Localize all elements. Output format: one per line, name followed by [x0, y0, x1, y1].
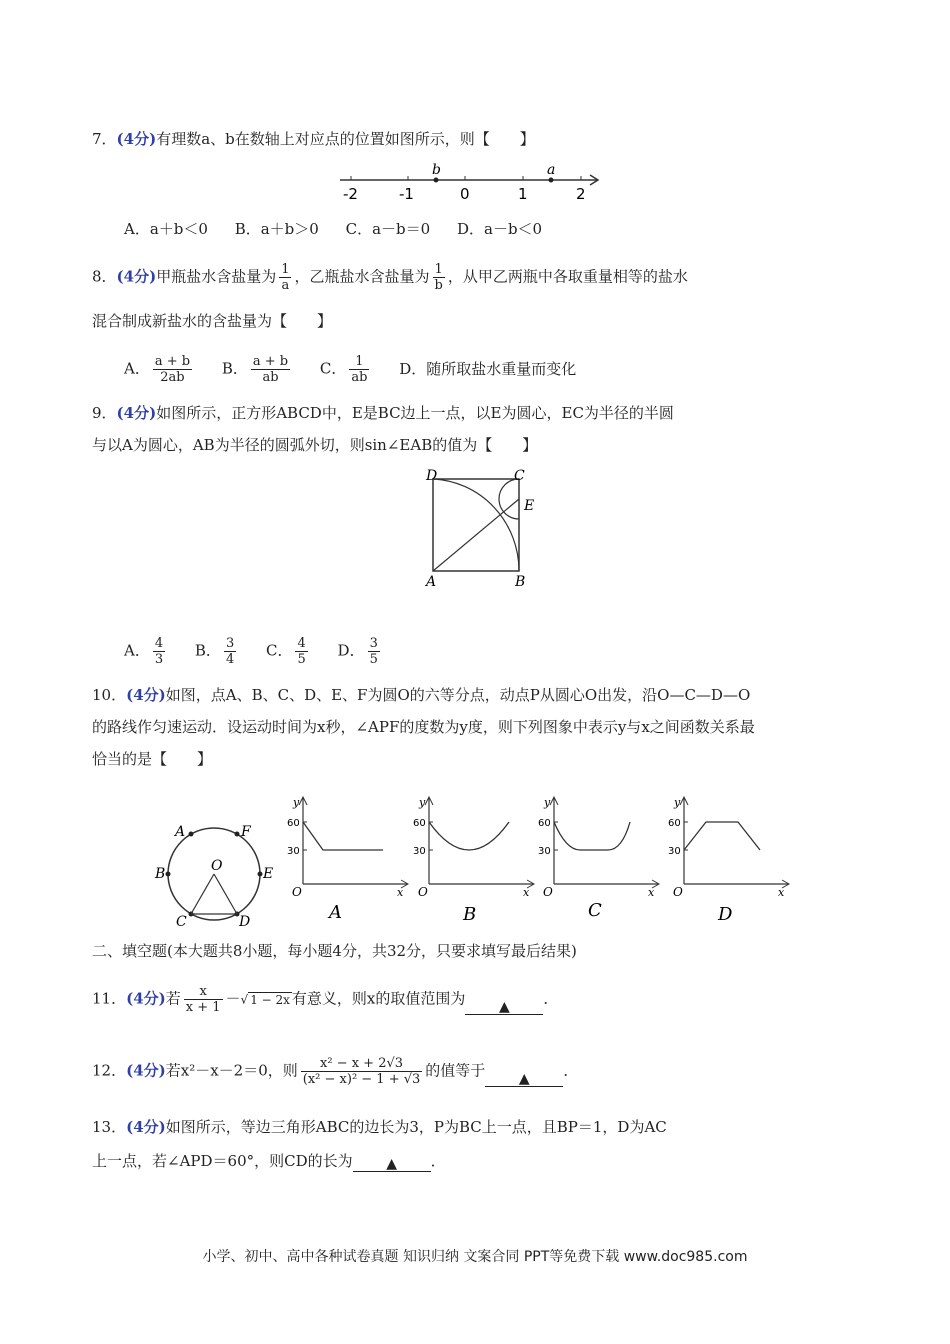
frac-num: 4 — [297, 636, 306, 651]
frac-den: 3 — [154, 652, 164, 667]
q13-line1: 如图所示，等边三角形ABC的边长为3，P为BC上一点，且BP＝1，D为AC — [165, 1118, 667, 1136]
origin-label: O — [543, 885, 553, 899]
tick-neg1: -1 — [399, 185, 414, 202]
q9-stem — [92, 402, 674, 424]
q11-number: 11． — [92, 989, 127, 1008]
q9-options — [124, 636, 405, 667]
q13-number: 13． — [92, 1118, 127, 1136]
q11-pre: 若 — [165, 989, 181, 1008]
option-fraction — [368, 636, 380, 667]
q7-option-b[interactable]: B．a＋b＞0 — [234, 220, 319, 238]
frac-den: a — [281, 278, 290, 293]
label-o: O — [211, 858, 223, 874]
q7-option-a[interactable]: A．a＋b＜0 — [124, 220, 208, 238]
option-label: C． — [319, 359, 347, 378]
q11-stem — [92, 984, 558, 1015]
frac-num: 3 — [369, 636, 378, 651]
graph-option-d[interactable] — [668, 792, 792, 922]
option-fraction — [153, 354, 192, 385]
q11-answer-blank[interactable]: ▲ — [465, 996, 543, 1015]
graph-option-a[interactable] — [287, 792, 411, 922]
q8-fraction-1 — [279, 262, 291, 293]
label-b: b — [432, 162, 441, 178]
y-label: y — [419, 796, 426, 809]
q9-number: 9． — [92, 404, 117, 422]
frac-den: 2ab — [160, 370, 185, 385]
q13-points: (4分) — [126, 1118, 166, 1136]
option-label: C． — [266, 641, 293, 660]
label-a: A — [426, 574, 437, 590]
graph-name-c: C — [588, 900, 602, 921]
option-label: B． — [194, 641, 221, 660]
q8-points: (4分) — [116, 267, 157, 286]
tick-60: 60 — [413, 818, 426, 829]
q10-line3: 恰当的是【 】 — [92, 750, 213, 768]
q13-line2-text: 上一点，若∠APD＝60°，则CD的长为 — [92, 1152, 353, 1170]
label-e: E — [524, 498, 535, 514]
tick-30: 30 — [538, 846, 551, 857]
frac-num: 1 — [349, 354, 369, 370]
q12-pre: 若x²－x－2＝0，则 — [165, 1061, 298, 1080]
q11-minus: － — [225, 989, 241, 1008]
q13-end: ． — [430, 1152, 446, 1170]
q8-number: 8． — [92, 267, 117, 286]
option-fraction — [295, 636, 307, 667]
label-a: A — [175, 824, 186, 840]
frac-den: ab — [351, 370, 368, 385]
graph-option-c[interactable] — [538, 792, 662, 922]
frac-den: 5 — [297, 652, 306, 667]
y-label: y — [674, 796, 681, 809]
sqrt-icon: √ — [240, 992, 249, 1007]
curve-b — [429, 822, 509, 850]
frac-num: x² − x + 2√3 — [301, 1056, 423, 1072]
q13-answer-blank[interactable]: ▲ — [353, 1153, 431, 1172]
frac-num: 3 — [225, 636, 235, 651]
tick-neg2: -2 — [343, 185, 358, 202]
tick-30: 30 — [287, 846, 300, 857]
q12-stem — [92, 1056, 578, 1087]
q13-line2 — [92, 1150, 446, 1172]
option-fraction — [153, 636, 165, 667]
q8-options — [124, 354, 598, 385]
q12-post: 的值等于 — [425, 1061, 486, 1080]
q7-option-d[interactable]: D．a－b＜0 — [456, 220, 543, 238]
x-label: x — [648, 886, 655, 899]
curve-d — [684, 822, 760, 850]
hexagon-circle-figure — [150, 818, 280, 930]
q7-stem — [92, 128, 535, 150]
q12-end: ． — [563, 1061, 579, 1080]
q8-text1: 甲瓶盐水含盐量为 — [156, 267, 277, 286]
x-label: x — [523, 886, 530, 899]
frac-den: x + 1 — [185, 1000, 221, 1015]
q9-option-c[interactable] — [266, 636, 311, 667]
q7-number: 7． — [92, 130, 117, 148]
tick-60: 60 — [538, 818, 551, 829]
tick-60: 60 — [668, 818, 681, 829]
q11-points: (4分) — [126, 989, 166, 1008]
frac-den: 5 — [369, 652, 378, 667]
q12-points: (4分) — [126, 1061, 166, 1080]
q12-number: 12． — [92, 1061, 127, 1080]
q8-fraction-2 — [433, 262, 445, 293]
option-fraction — [349, 354, 369, 385]
q8-text3: ，从甲乙两瓶中各取重量相等的盐水 — [447, 267, 688, 286]
label-b: B — [155, 866, 166, 882]
q8-stem — [92, 262, 688, 293]
graph-name-d: D — [718, 904, 733, 922]
section-2-heading: 二、填空题(本大题共8小题，每小题4分，共32分，只要求填写最后结果) — [92, 942, 577, 960]
x-label: x — [778, 886, 785, 899]
frac-num: a + b — [252, 354, 289, 369]
label-b: B — [515, 574, 526, 590]
q12-fraction — [301, 1056, 423, 1087]
q10-points: (4分) — [126, 686, 166, 704]
curve-c — [554, 822, 630, 850]
q9-points: (4分) — [116, 404, 157, 422]
square-arc-figure — [418, 464, 548, 592]
q11-end: ． — [543, 989, 559, 1008]
label-d: D — [239, 914, 251, 930]
q11-fraction — [184, 984, 223, 1015]
origin-label: O — [418, 885, 428, 899]
q12-answer-blank[interactable]: ▲ — [485, 1068, 563, 1087]
q13-stem — [92, 1116, 667, 1138]
frac-num: x — [184, 984, 223, 1000]
graph-name-a: A — [329, 902, 342, 922]
tick-0: 0 — [460, 185, 470, 202]
frac-num: 4 — [154, 636, 164, 651]
tick-30: 30 — [668, 846, 681, 857]
q10-stem — [92, 684, 750, 706]
q7-text: 有理数a、b在数轴上对应点的位置如图所示，则【 】 — [156, 130, 535, 148]
graph-name-b: B — [463, 904, 477, 922]
q9-option-b[interactable] — [195, 636, 239, 667]
q7-points: (4分) — [116, 130, 157, 148]
q11-radicand: 1 − 2x — [250, 992, 290, 1007]
q10-number: 10． — [92, 686, 127, 704]
y-label: y — [293, 796, 300, 809]
frac-den: (x² − x)² − 1 + √3 — [302, 1072, 421, 1087]
q8-option-c[interactable] — [320, 354, 373, 385]
origin-label: O — [673, 885, 683, 899]
option-fraction — [251, 354, 290, 385]
label-d: D — [426, 468, 438, 484]
q8-text2: ，乙瓶盐水含盐量为 — [294, 267, 430, 286]
tick-2: 2 — [576, 185, 586, 202]
tick-1: 1 — [518, 185, 528, 202]
frac-num: 1 — [281, 262, 290, 277]
label-a: a — [547, 162, 556, 178]
label-c: C — [176, 914, 187, 930]
q9-option-a[interactable] — [124, 636, 168, 667]
frac-den: ab — [262, 370, 279, 385]
frac-den: 4 — [225, 652, 235, 667]
option-label: B． — [221, 359, 248, 378]
option-fraction — [224, 636, 236, 667]
q9-line2: 与以A为圆心，AB为半径的圆弧外切，则sin∠EAB的值为【 】 — [92, 436, 538, 454]
label-f: F — [241, 824, 251, 840]
curve-a — [303, 822, 383, 850]
option-label: A． — [124, 359, 150, 378]
point-a — [549, 178, 554, 183]
q8-line2: 混合制成新盐水的含盐量为【 】 — [92, 312, 333, 330]
page-footer: 小学、初中、高中各种试卷真题 知识归纳 文案合同 PPT等免费下载 www.doc985.com — [202, 1249, 748, 1265]
y-label: y — [544, 796, 551, 809]
frac-den: b — [434, 278, 443, 293]
q7-options — [124, 218, 564, 240]
number-line-figure — [335, 160, 605, 202]
option-label: D． — [337, 641, 365, 660]
frac-num: a + b — [154, 354, 191, 369]
q10-line2: 的路线作匀速运动．设运动时间为x秒，∠APF的度数为y度，则下列图象中表示y与x之间函数关系最 — [92, 718, 755, 736]
tick-60: 60 — [287, 818, 300, 829]
graph-option-b[interactable] — [413, 792, 537, 922]
x-label: x — [397, 886, 404, 899]
tick-30: 30 — [413, 846, 426, 857]
frac-num: 1 — [433, 262, 445, 278]
q8-option-a[interactable] — [124, 354, 195, 385]
label-e: E — [263, 866, 274, 882]
origin-label: O — [292, 885, 302, 899]
q7-option-c[interactable]: C．a－b＝0 — [345, 220, 431, 238]
q8-option-d[interactable]: D．随所取盐水重量而变化 — [399, 359, 577, 378]
q9-option-d[interactable] — [338, 636, 383, 667]
label-c: C — [514, 468, 525, 484]
q11-post: 有意义，则x的取值范围为 — [291, 989, 466, 1008]
q10-line1: 如图，点A、B、C、D、E、F为圆O的六等分点，动点P从圆心O出发，沿O—C—D—O — [165, 686, 751, 704]
q9-line1: 如图所示，正方形ABCD中，E是BC边上一点，以E为圆心，EC为半径的半圆 — [156, 404, 674, 422]
q8-option-b[interactable] — [222, 354, 293, 385]
point-b — [434, 178, 439, 183]
option-label: A． — [124, 641, 150, 660]
